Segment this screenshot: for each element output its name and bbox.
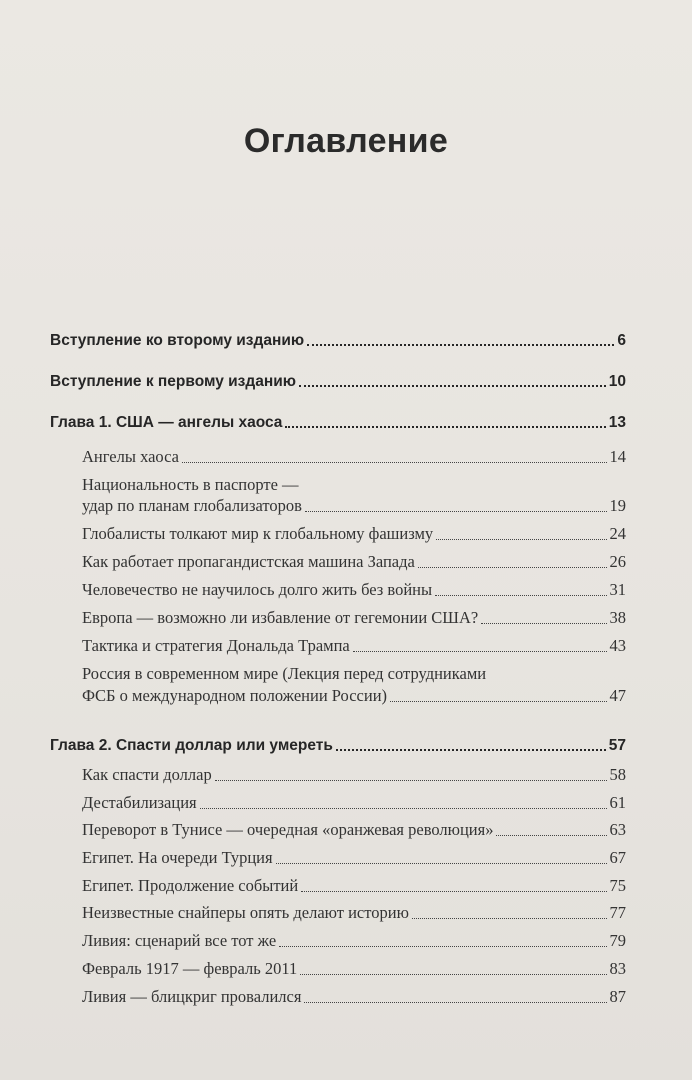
toc-page-number: 13 bbox=[608, 414, 626, 431]
toc-entry-label-line1: Россия в современном мире (Лекция перед сотрудниками bbox=[82, 664, 487, 683]
toc-page-number: 38 bbox=[609, 608, 626, 627]
dot-leader bbox=[299, 385, 606, 387]
toc-page-number: 67 bbox=[609, 848, 626, 867]
toc-entry-label: Как спасти доллар bbox=[82, 765, 212, 784]
toc-page-number: 77 bbox=[609, 903, 626, 922]
toc-entry-label: Человечество не научилось долго жить без войны bbox=[82, 580, 433, 599]
toc-page-number: 10 bbox=[608, 373, 626, 390]
dot-leader bbox=[276, 863, 607, 864]
dot-leader bbox=[215, 780, 607, 781]
toc-entry-section[interactable] bbox=[82, 581, 626, 600]
toc-entry-section[interactable] bbox=[82, 448, 626, 467]
toc-entry-chapter-2[interactable] bbox=[50, 737, 626, 755]
toc-page-number: 83 bbox=[609, 959, 626, 978]
toc-entry-label: Неизвестные снайперы опять делают историю bbox=[82, 903, 409, 922]
toc-entry-label: Февраль 1917 — февраль 2011 bbox=[82, 959, 298, 978]
toc-page-number: 63 bbox=[609, 820, 626, 839]
dot-leader bbox=[435, 595, 606, 596]
toc-entry-label: Египет. На очереди Турция bbox=[82, 848, 273, 867]
toc-entry-section[interactable] bbox=[82, 794, 626, 813]
toc-page-number: 79 bbox=[609, 931, 626, 950]
dot-leader bbox=[496, 835, 606, 836]
toc-page-number: 47 bbox=[609, 686, 626, 705]
dot-leader bbox=[182, 462, 607, 463]
toc-entry-section[interactable] bbox=[82, 609, 626, 628]
toc-entry-intro-first-edition[interactable] bbox=[50, 373, 626, 391]
toc-page-number: 87 bbox=[609, 987, 626, 1006]
dot-leader bbox=[436, 539, 606, 540]
toc-entry-section[interactable] bbox=[82, 932, 626, 951]
toc-entry-label: удар по планам глобализаторов bbox=[82, 496, 302, 515]
toc-entry-section[interactable] bbox=[82, 553, 626, 572]
toc-entry-label: ФСБ о международном положении России) bbox=[82, 686, 388, 705]
toc-entry-label: Глава 2. Спасти доллар или умереть bbox=[50, 737, 333, 754]
dot-leader bbox=[304, 1002, 606, 1003]
toc-page-number: 24 bbox=[609, 524, 626, 543]
toc-entry-chapter-1[interactable] bbox=[50, 414, 626, 432]
page-title: Оглавление bbox=[243, 122, 449, 160]
toc-entry-label: Дестабилизация bbox=[82, 793, 197, 812]
toc-page-number: 43 bbox=[609, 636, 626, 655]
dot-leader bbox=[353, 651, 607, 652]
toc-entry-section[interactable] bbox=[82, 821, 626, 840]
dot-leader bbox=[305, 511, 607, 512]
toc-page-number: 26 bbox=[609, 552, 626, 571]
toc-page-number: 61 bbox=[609, 793, 626, 812]
dot-leader bbox=[307, 344, 614, 346]
toc-entry-label: Ангелы хаоса bbox=[82, 447, 179, 466]
toc-page-number: 58 bbox=[609, 765, 626, 784]
toc-entry-section[interactable] bbox=[82, 877, 626, 896]
toc-entry-label: Ливия — блицкриг провалился bbox=[82, 987, 302, 1006]
dot-leader bbox=[300, 974, 606, 975]
toc-entry-label: Глобалисты толкают мир к глобальному фашизму bbox=[82, 524, 434, 543]
toc-entry-section[interactable] bbox=[82, 988, 626, 1007]
toc-page-number: 19 bbox=[609, 496, 626, 515]
dot-leader bbox=[301, 891, 606, 892]
toc-entry-label: Вступление к первому изданию bbox=[50, 373, 296, 390]
dot-leader bbox=[200, 808, 607, 809]
toc-page-number: 31 bbox=[609, 580, 626, 599]
toc-page-number: 75 bbox=[609, 876, 626, 895]
dot-leader bbox=[336, 749, 606, 751]
toc-entry-label: Глава 1. США — ангелы хаоса bbox=[50, 414, 283, 431]
dot-leader bbox=[285, 426, 605, 428]
dot-leader bbox=[412, 918, 607, 919]
toc-entry-section[interactable] bbox=[82, 525, 626, 544]
toc-entry-label: Европа — возможно ли избавление от гегемонии США? bbox=[82, 608, 479, 627]
toc-entry-label: Как работает пропагандистская машина Запада bbox=[82, 552, 415, 571]
toc-page-number: 57 bbox=[608, 737, 626, 754]
toc-entry-label: Переворот в Тунисе — очередная «оранжевая революция» bbox=[82, 820, 494, 839]
toc-entry-section[interactable] bbox=[82, 960, 626, 979]
toc-entry-label: Ливия: сценарий все тот же bbox=[82, 931, 277, 950]
toc-entry-label: Вступление ко второму изданию bbox=[50, 332, 305, 349]
toc-entry-section[interactable] bbox=[82, 637, 626, 656]
toc-entry-label-line1: Национальность в паспорте — bbox=[82, 475, 299, 494]
toc-page-number: 6 bbox=[617, 332, 626, 349]
dot-leader bbox=[279, 946, 606, 947]
toc-entry-section[interactable] bbox=[82, 497, 626, 516]
toc-page-number: 14 bbox=[609, 447, 626, 466]
dot-leader bbox=[418, 567, 607, 568]
dot-leader bbox=[390, 701, 606, 702]
toc-entry-section[interactable] bbox=[82, 766, 626, 785]
toc-entry-section[interactable] bbox=[82, 687, 626, 706]
toc-entry-section[interactable] bbox=[82, 904, 626, 923]
toc-entry-intro-second-edition[interactable] bbox=[50, 332, 626, 350]
toc-entry-label: Египет. Продолжение событий bbox=[82, 876, 299, 895]
toc-entry-section[interactable] bbox=[82, 849, 626, 868]
dot-leader bbox=[481, 623, 606, 624]
toc-entry-label: Тактика и стратегия Дональда Трампа bbox=[82, 636, 350, 655]
